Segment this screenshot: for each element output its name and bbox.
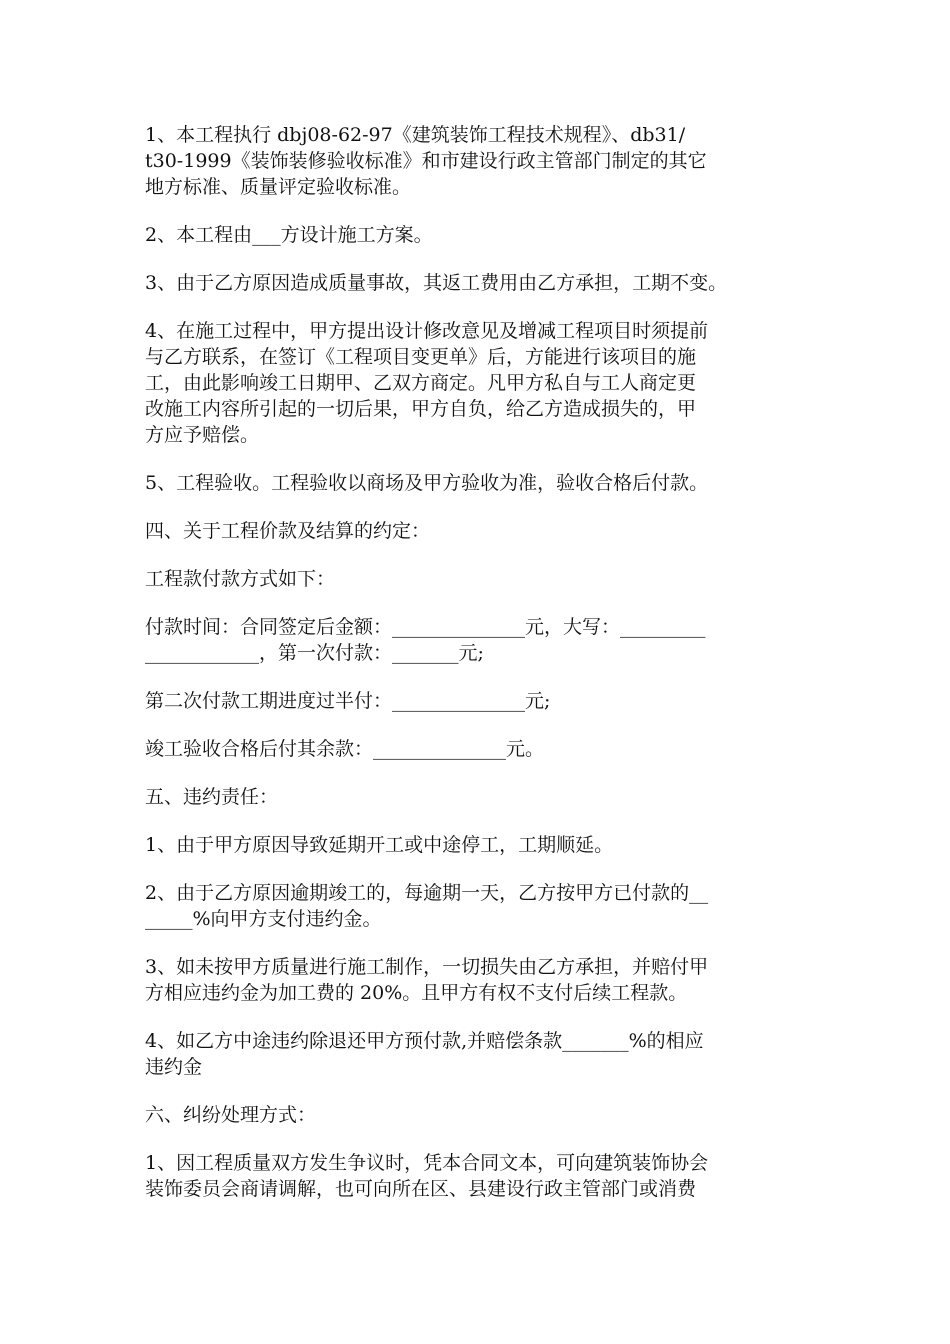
text-line: 3、如未按甲方质量进行施工制作，一切损失由乙方承担，并赔付甲 xyxy=(145,956,709,978)
text-line: 工，由此影响竣工日期甲、乙双方商定。凡甲方私自与工人商定更 xyxy=(145,372,697,394)
section-4-heading xyxy=(145,518,810,544)
section-6-heading xyxy=(145,1102,810,1128)
text-line: 工程款付款方式如下： xyxy=(145,568,336,590)
payment-method-heading xyxy=(145,566,810,592)
text-line: 方相应违约金为加工费的 20%。且甲方有权不支付后续工程款。 xyxy=(145,982,688,1004)
text-line: 违约金 xyxy=(145,1056,203,1078)
text-line: 2、本工程由___方设计施工方案。 xyxy=(145,224,433,246)
document-page xyxy=(145,122,810,1224)
clause-5-acceptance xyxy=(145,470,810,496)
text-line: 2、由于乙方原因逾期竣工的，每逾期一天，乙方按甲方已付款的__ xyxy=(145,882,709,904)
clause-2-design xyxy=(145,222,810,248)
text-line: 4、在施工过程中，甲方提出设计修改意见及增减工程项目时须提前 xyxy=(145,320,709,342)
clause-1-standards xyxy=(145,122,810,200)
text-line: 第二次付款工期进度过半付：______________元; xyxy=(145,690,551,712)
text-line: 4、如乙方中途违约除退还甲方预付款,并赔偿条款_______%的相应 xyxy=(145,1030,704,1052)
text-line: 5、工程验收。工程验收以商场及甲方验收为准，验收合格后付款。 xyxy=(145,472,709,494)
text-line: 改施工内容所引起的一切后果，甲方自负，给乙方造成损失的，甲 xyxy=(145,398,697,420)
text-line: 与乙方联系，在签订《工程项目变更单》后，方能进行该项目的施 xyxy=(145,346,697,368)
text-line: 六、纠纷处理方式： xyxy=(145,1104,317,1126)
breach-clause-4 xyxy=(145,1028,810,1080)
text-line: 五、违约责任： xyxy=(145,786,279,808)
breach-clause-2 xyxy=(145,880,810,932)
text-line: t30-1999《装饰装修验收标准》和市建设行政主管部门制定的其它 xyxy=(145,150,707,172)
text-line: ____________，第一次付款：_______元; xyxy=(145,642,484,664)
text-line: 1、由于甲方原因导致延期开工或中途停工，工期顺延。 xyxy=(145,834,614,856)
text-line: 四、关于工程价款及结算的约定： xyxy=(145,520,431,542)
breach-clause-3 xyxy=(145,954,810,1006)
text-line: 1、因工程质量双方发生争议时，凭本合同文本，可向建筑装饰协会 xyxy=(145,1152,709,1174)
text-line: 方应予赔偿。 xyxy=(145,424,260,446)
text-line: 竣工验收合格后付其余款：______________元。 xyxy=(145,738,545,760)
text-line: 付款时间：合同签定后金额：______________元，大写：_________ xyxy=(145,616,706,638)
text-line: _____%向甲方支付违约金。 xyxy=(145,908,382,930)
section-5-heading xyxy=(145,784,810,810)
dispute-clause-1 xyxy=(145,1150,810,1202)
clause-3-quality-accident xyxy=(145,270,810,296)
text-line: 1、本工程执行 dbj08-62-97《建筑装饰工程技术规程》、db31/ xyxy=(145,124,686,146)
payment-time-clause xyxy=(145,614,810,666)
text-line: 3、由于乙方原因造成质量事故，其返工费用由乙方承担，工期不变。 xyxy=(145,272,728,294)
clause-4-design-changes xyxy=(145,318,810,448)
text-line: 装饰委员会商请调解，也可向所在区、县建设行政主管部门或消费 xyxy=(145,1178,697,1200)
second-payment-clause xyxy=(145,688,810,714)
text-line: 地方标准、质量评定验收标准。 xyxy=(145,176,412,198)
final-payment-clause xyxy=(145,736,810,762)
breach-clause-1 xyxy=(145,832,810,858)
